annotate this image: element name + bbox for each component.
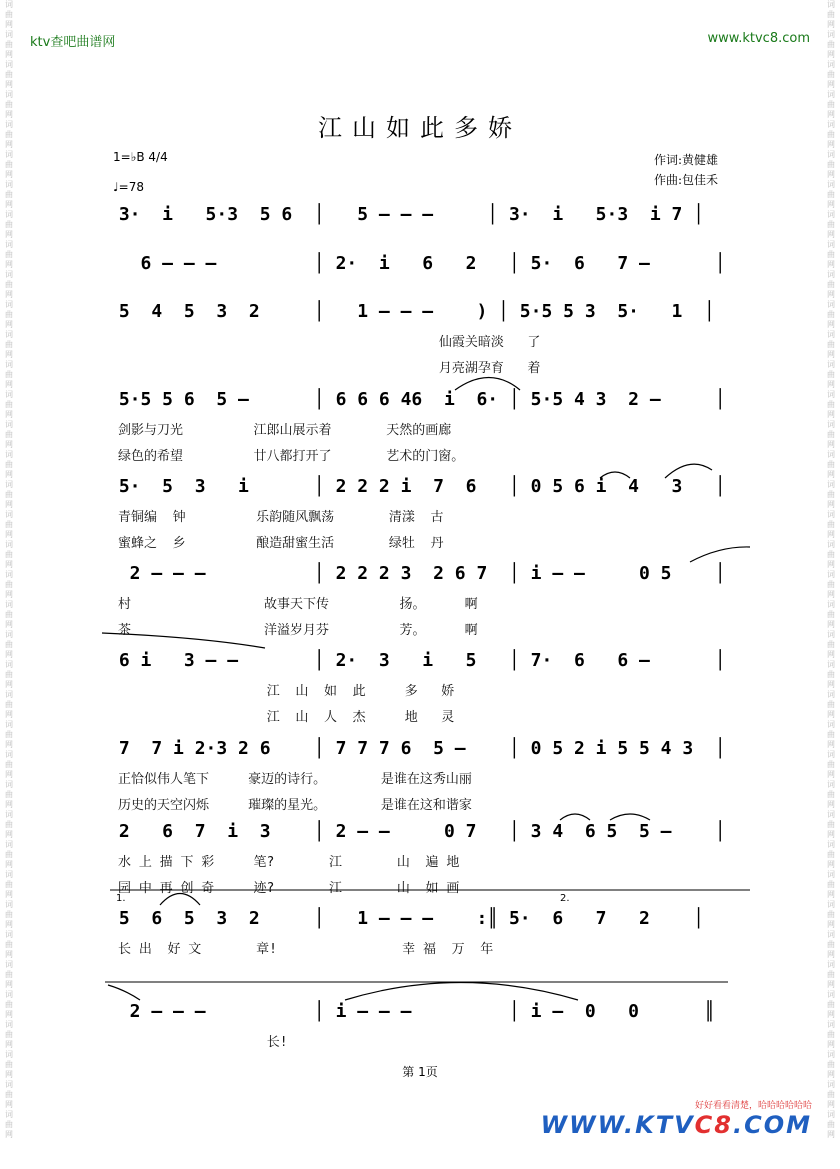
watermark-glyph: 词 xyxy=(827,630,835,639)
tempo-marking: ♩=78 xyxy=(113,180,144,194)
watermark-glyph: 网 xyxy=(5,260,13,269)
watermark-glyph: 曲 xyxy=(827,490,835,499)
watermark-glyph: 词 xyxy=(827,930,835,939)
watermark-glyph: 曲 xyxy=(827,250,835,259)
notation-row: 6 – – – │ 2· i 6 2 │ 5· 6 7 – │ xyxy=(108,253,726,274)
watermark-glyph: 词 xyxy=(5,720,13,729)
watermark-glyph: 曲 xyxy=(5,70,13,79)
watermark-glyph: 词 xyxy=(827,450,835,459)
watermark-glyph: 曲 xyxy=(827,1090,835,1099)
watermark-glyph: 词 xyxy=(5,180,13,189)
watermark-glyph: 曲 xyxy=(5,280,13,289)
watermark-glyph: 网 xyxy=(5,50,13,59)
watermark-glyph: 曲 xyxy=(5,970,13,979)
lyric-line: 正恰似伟人笔下 豪迈的诗行。 是谁在这秀山丽 xyxy=(118,772,472,787)
watermark-glyph: 词 xyxy=(827,780,835,789)
lyric-line: 剑影与刀光 江郎山展示着 天然的画廊 xyxy=(118,423,452,438)
watermark-glyph: 网 xyxy=(827,50,835,59)
watermark-glyph: 曲 xyxy=(5,670,13,679)
watermark-glyph: 曲 xyxy=(827,850,835,859)
watermark-glyph: 曲 xyxy=(5,1000,13,1009)
notation-row: 6 i 3 – – │ 2· 3 i 5 │ 7· 6 6 – │ xyxy=(108,650,726,671)
watermark-glyph: 网 xyxy=(827,950,835,959)
watermark-glyph: 曲 xyxy=(5,520,13,529)
watermark-glyph: 网 xyxy=(5,110,13,119)
watermark-glyph: 网 xyxy=(827,710,835,719)
watermark-glyph: 曲 xyxy=(827,1000,835,1009)
watermark-glyph: 曲 xyxy=(827,760,835,769)
watermark-glyph: 词 xyxy=(5,1020,13,1029)
lyric-line: 村 故事天下传 扬。 啊 xyxy=(118,597,478,612)
watermark-glyph: 曲 xyxy=(5,220,13,229)
watermark-glyph: 曲 xyxy=(827,370,835,379)
watermark-glyph: 词 xyxy=(827,210,835,219)
watermark-glyph: 曲 xyxy=(827,970,835,979)
watermark-glyph: 词 xyxy=(827,30,835,39)
watermark-glyph: 词 xyxy=(827,690,835,699)
watermark-glyph: 词 xyxy=(5,990,13,999)
watermark-glyph: 网 xyxy=(5,440,13,449)
watermark-glyph: 词 xyxy=(827,870,835,879)
watermark-glyph: 词 xyxy=(5,540,13,549)
lyric-line: 历史的天空闪烁 璀璨的星光。 是谁在这和谐家 xyxy=(118,798,472,813)
watermark-glyph: 曲 xyxy=(5,340,13,349)
watermark-glyph: 网 xyxy=(5,410,13,419)
watermark-glyph: 词 xyxy=(5,30,13,39)
watermark-glyph: 网 xyxy=(827,740,835,749)
watermark-glyph: 网 xyxy=(5,710,13,719)
watermark-glyph: 网 xyxy=(827,890,835,899)
watermark-glyph: 曲 xyxy=(5,910,13,919)
lyric-line: 水 上 描 下 彩 笔? 江 山 遍 地 xyxy=(118,855,460,870)
watermark-glyph: 网 xyxy=(5,980,13,989)
watermark-glyph: 词 xyxy=(5,660,13,669)
watermark-glyph: 曲 xyxy=(827,520,835,529)
watermark-glyph: 曲 xyxy=(5,460,13,469)
watermark-glyph: 词 xyxy=(5,390,13,399)
watermark-glyph: 曲 xyxy=(827,70,835,79)
watermark-glyph: 曲 xyxy=(827,610,835,619)
watermark-glyph: 曲 xyxy=(827,580,835,589)
watermark-glyph: 词 xyxy=(827,1020,835,1029)
watermark-glyph: 曲 xyxy=(827,460,835,469)
watermark-glyph: 网 xyxy=(5,620,13,629)
watermark-glyph: 词 xyxy=(827,360,835,369)
watermark-glyph: 词 xyxy=(827,0,835,9)
watermark-glyph: 词 xyxy=(5,960,13,969)
lyric-line: 江 山 人 杰 地 灵 xyxy=(118,710,455,725)
watermark-glyph: 曲 xyxy=(5,640,13,649)
lyric-line: 仙霞关暗淡 了 xyxy=(118,335,541,350)
watermark-glyph: 曲 xyxy=(827,1120,835,1129)
lyric-line: 长 出 好 文 章! 幸 福 万 年 xyxy=(118,942,494,957)
watermark-glyph: 网 xyxy=(827,560,835,569)
notation-row: 5 6 5 3 2 │ 1 – – – :║ 5· 6 7 2 │ xyxy=(108,908,705,929)
watermark-glyph: 网 xyxy=(827,1130,835,1139)
watermark-glyph: 曲 xyxy=(5,130,13,139)
watermark-glyph: 网 xyxy=(827,80,835,89)
watermark-glyph: 曲 xyxy=(827,10,835,19)
watermark-glyph: 网 xyxy=(827,170,835,179)
watermark-glyph: 词 xyxy=(827,480,835,489)
watermark-glyph: 曲 xyxy=(5,1030,13,1039)
watermark-glyph: 曲 xyxy=(827,400,835,409)
watermark-glyph: 词 xyxy=(827,990,835,999)
watermark-glyph: 网 xyxy=(5,1010,13,1019)
watermark-glyph: 网 xyxy=(5,380,13,389)
watermark-glyph: 曲 xyxy=(5,430,13,439)
watermark-glyph: 词 xyxy=(5,870,13,879)
page-number: 第 1页 xyxy=(402,1065,438,1079)
watermark-glyph: 曲 xyxy=(827,190,835,199)
logo-tagline: 好好看看清楚，哈哈哈哈哈哈 xyxy=(694,1101,812,1111)
watermark-glyph: 网 xyxy=(5,500,13,509)
watermark-glyph: 曲 xyxy=(5,10,13,19)
watermark-glyph: 曲 xyxy=(827,280,835,289)
watermark-glyph: 网 xyxy=(827,980,835,989)
lyric-line: 月亮湖孕育 着 xyxy=(118,361,541,376)
watermark-glyph: 曲 xyxy=(5,190,13,199)
watermark-glyph: 网 xyxy=(827,200,835,209)
watermark-glyph: 词 xyxy=(5,780,13,789)
watermark-glyph: 词 xyxy=(827,240,835,249)
watermark-glyph: 词 xyxy=(827,270,835,279)
site-name-left: ktv查吧曲谱网 xyxy=(30,35,116,50)
watermark-glyph: 词 xyxy=(827,1080,835,1089)
notation-row: 5·5 5 6 5 – │ 6 6 6 46 i 6· │ 5·5 4 3 2 – │ xyxy=(108,389,726,410)
watermark-glyph: 曲 xyxy=(5,1060,13,1069)
watermark-glyph: 词 xyxy=(827,90,835,99)
watermark-glyph: 网 xyxy=(827,1010,835,1019)
lyric-line: 蜜蜂之 乡 酿造甜蜜生活 绿牡 丹 xyxy=(118,536,444,551)
watermark-glyph: 词 xyxy=(5,900,13,909)
watermark-glyph: 曲 xyxy=(5,730,13,739)
watermark-glyph: 网 xyxy=(827,500,835,509)
watermark-glyph: 网 xyxy=(5,1040,13,1049)
watermark-glyph: 词 xyxy=(5,60,13,69)
watermark-glyph: 词 xyxy=(827,120,835,129)
watermark-glyph: 曲 xyxy=(5,550,13,559)
watermark-glyph: 词 xyxy=(5,690,13,699)
notation-row: 2 6 7 i 3 │ 2 – – 0 7 │ 3 4 6 5 5 – │ xyxy=(108,821,726,842)
watermark-glyph: 词 xyxy=(5,300,13,309)
notation-row: 2 – – – │ 2 2 2 3 2 6 7 │ i – – 0 5 │ xyxy=(108,563,726,584)
watermark-glyph: 曲 xyxy=(827,220,835,229)
lyric-line: 青铜编 钟 乐韵随风飘荡 清漾 古 xyxy=(118,510,444,525)
watermark-glyph: 曲 xyxy=(827,160,835,169)
watermark-glyph: 词 xyxy=(5,930,13,939)
watermark-glyph: 网 xyxy=(5,320,13,329)
watermark-glyph: 词 xyxy=(827,150,835,159)
watermark-glyph: 词 xyxy=(5,1050,13,1059)
watermark-glyph: 网 xyxy=(5,1070,13,1079)
watermark-glyph: 网 xyxy=(827,1070,835,1079)
watermark-glyph: 网 xyxy=(827,380,835,389)
notation-row: 5· 5 3 i │ 2 2 2 i 7 6 │ 0 5 6 i 4 3 │ xyxy=(108,476,726,497)
watermark-glyph: 词 xyxy=(5,210,13,219)
watermark-glyph: 网 xyxy=(5,860,13,869)
logo-text: WWW.KTVC8.COM xyxy=(540,1111,812,1139)
watermark-glyph: 网 xyxy=(827,530,835,539)
watermark-glyph: 曲 xyxy=(827,670,835,679)
watermark-glyph: 网 xyxy=(827,680,835,689)
watermark-glyph: 曲 xyxy=(827,940,835,949)
watermark-glyph: 曲 xyxy=(827,130,835,139)
lyric-line: 园 中 再 创 奇 迹? 江 山 如 画 xyxy=(118,881,460,896)
watermark-glyph: 曲 xyxy=(5,610,13,619)
watermark-glyph: 网 xyxy=(827,1100,835,1109)
watermark-glyph: 曲 xyxy=(5,580,13,589)
watermark-glyph: 词 xyxy=(5,1110,13,1119)
watermark-glyph: 曲 xyxy=(5,700,13,709)
watermark-glyph: 曲 xyxy=(827,730,835,739)
watermark-glyph: 网 xyxy=(5,650,13,659)
watermark-glyph: 网 xyxy=(5,680,13,689)
watermark-glyph: 网 xyxy=(827,320,835,329)
watermark-glyph: 词 xyxy=(5,90,13,99)
watermark-glyph: 网 xyxy=(827,410,835,419)
notation-row: 5 4 5 3 2 │ 1 – – – ) │ 5·5 5 3 5· 1 │ xyxy=(108,301,715,322)
watermark-glyph: 曲 xyxy=(827,550,835,559)
watermark-glyph: 网 xyxy=(5,560,13,569)
watermark-glyph: 词 xyxy=(5,150,13,159)
song-title: 江山如此多娇 xyxy=(318,114,522,142)
watermark-glyph: 曲 xyxy=(5,820,13,829)
watermark-glyph: 曲 xyxy=(5,1090,13,1099)
watermark-glyph: 词 xyxy=(827,510,835,519)
watermark-glyph: 网 xyxy=(5,20,13,29)
watermark-glyph: 词 xyxy=(5,570,13,579)
watermark-glyph: 曲 xyxy=(5,100,13,109)
composer-credit: 作曲:包佳禾 xyxy=(654,173,719,187)
watermark-glyph: 词 xyxy=(827,180,835,189)
watermark-glyph: 曲 xyxy=(5,370,13,379)
watermark-glyph: 词 xyxy=(827,540,835,549)
watermark-glyph: 词 xyxy=(827,1110,835,1119)
watermark-glyph: 曲 xyxy=(827,910,835,919)
watermark-glyph: 网 xyxy=(827,920,835,929)
watermark-glyph: 网 xyxy=(827,440,835,449)
watermark-glyph: 网 xyxy=(827,140,835,149)
watermark-glyph: 曲 xyxy=(5,400,13,409)
watermark-glyph: 词 xyxy=(827,600,835,609)
watermark-glyph: 词 xyxy=(827,810,835,819)
watermark-glyph: 词 xyxy=(827,840,835,849)
watermark-glyph: 词 xyxy=(827,1050,835,1059)
watermark-glyph: 词 xyxy=(5,360,13,369)
watermark-glyph: 网 xyxy=(827,620,835,629)
notation-row: 3· i 5·3 5 6 │ 5 – – – │ 3· i 5·3 i 7 │ xyxy=(108,204,705,225)
watermark-glyph: 网 xyxy=(827,590,835,599)
watermark-glyph: 词 xyxy=(827,570,835,579)
site-url-right: www.ktvc8.com xyxy=(707,31,810,46)
watermark-glyph: 曲 xyxy=(5,940,13,949)
watermark-glyph: 曲 xyxy=(827,100,835,109)
watermark-glyph: 曲 xyxy=(5,310,13,319)
watermark-glyph: 词 xyxy=(827,420,835,429)
watermark-glyph: 曲 xyxy=(5,250,13,259)
watermark-glyph: 词 xyxy=(5,840,13,849)
watermark-glyph: 词 xyxy=(827,660,835,669)
watermark-glyph: 词 xyxy=(5,750,13,759)
watermark-glyph: 网 xyxy=(5,800,13,809)
watermark-glyph: 词 xyxy=(5,510,13,519)
watermark-glyph: 曲 xyxy=(827,340,835,349)
watermark-glyph: 网 xyxy=(827,800,835,809)
watermark-glyph: 曲 xyxy=(827,430,835,439)
watermark-glyph: 词 xyxy=(5,630,13,639)
watermark-glyph: 网 xyxy=(5,950,13,959)
key-signature: 1=♭B 4/4 xyxy=(113,150,168,164)
lyric-line: 江 山 如 此 多 娇 xyxy=(118,684,455,699)
watermark-glyph: 词 xyxy=(5,330,13,339)
watermark-glyph: 词 xyxy=(5,270,13,279)
notation-row: 7 7 i 2·3 2 6 │ 7 7 7 6 5 – │ 0 5 2 i 5 5 4 3 │ xyxy=(108,738,726,759)
watermark-glyph: 曲 xyxy=(5,850,13,859)
watermark-glyph: 曲 xyxy=(5,490,13,499)
watermark-glyph: 词 xyxy=(827,60,835,69)
watermark-glyph: 曲 xyxy=(827,1030,835,1039)
watermark-glyph: 网 xyxy=(827,230,835,239)
watermark-glyph: 词 xyxy=(5,450,13,459)
site-logo xyxy=(541,1098,812,1139)
watermark-glyph: 词 xyxy=(5,810,13,819)
watermark-glyph: 网 xyxy=(5,230,13,239)
watermark-glyph: 网 xyxy=(5,200,13,209)
watermark-glyph: 网 xyxy=(827,20,835,29)
watermark-glyph: 网 xyxy=(5,590,13,599)
watermark-glyph: 词 xyxy=(5,120,13,129)
watermark-glyph: 网 xyxy=(5,170,13,179)
watermark-glyph: 网 xyxy=(5,290,13,299)
watermark-glyph: 网 xyxy=(5,740,13,749)
watermark-glyph: 词 xyxy=(5,480,13,489)
watermark-glyph: 曲 xyxy=(827,790,835,799)
watermark-glyph: 词 xyxy=(827,750,835,759)
watermark-glyph: 网 xyxy=(5,80,13,89)
watermark-glyph: 词 xyxy=(827,960,835,969)
lyricist-credit: 作词:黄健雄 xyxy=(654,153,719,167)
watermark-glyph: 网 xyxy=(5,470,13,479)
watermark-glyph: 曲 xyxy=(827,1060,835,1069)
watermark-glyph: 词 xyxy=(5,1080,13,1089)
watermark-glyph: 曲 xyxy=(5,160,13,169)
watermark-glyph: 词 xyxy=(827,720,835,729)
watermark-glyph: 网 xyxy=(827,290,835,299)
watermark-glyph: 网 xyxy=(827,770,835,779)
watermark-glyph: 词 xyxy=(827,390,835,399)
watermark-glyph: 曲 xyxy=(827,880,835,889)
watermark-glyph: 曲 xyxy=(827,700,835,709)
watermark-glyph: 网 xyxy=(5,830,13,839)
watermark-glyph: 曲 xyxy=(5,40,13,49)
watermark-glyph: 词 xyxy=(5,240,13,249)
watermark-glyph: 网 xyxy=(5,1130,13,1139)
watermark-glyph: 曲 xyxy=(5,790,13,799)
watermark-glyph: 词 xyxy=(827,300,835,309)
watermark-glyph: 网 xyxy=(5,770,13,779)
watermark-glyph: 词 xyxy=(5,420,13,429)
watermark-glyph: 曲 xyxy=(5,760,13,769)
watermark-glyph: 网 xyxy=(5,920,13,929)
lyric-line: 绿色的希望 廿八都打开了 艺术的门窗。 xyxy=(118,449,465,464)
watermark-glyph: 网 xyxy=(5,1100,13,1109)
watermark-glyph: 网 xyxy=(827,830,835,839)
volta-first: 1. xyxy=(116,893,126,904)
watermark-glyph: 曲 xyxy=(5,880,13,889)
watermark-glyph: 网 xyxy=(5,140,13,149)
notation-row: 2 – – – │ i – – – │ i – 0 0 ║ xyxy=(108,1001,715,1022)
watermark-glyph: 网 xyxy=(827,350,835,359)
watermark-glyph: 网 xyxy=(827,470,835,479)
watermark-glyph: 曲 xyxy=(827,820,835,829)
watermark-glyph: 网 xyxy=(827,1040,835,1049)
watermark-glyph: 网 xyxy=(827,260,835,269)
volta-second: 2. xyxy=(560,893,570,904)
watermark-glyph: 曲 xyxy=(827,310,835,319)
watermark-glyph: 词 xyxy=(827,330,835,339)
watermark-glyph: 网 xyxy=(5,350,13,359)
watermark-glyph: 曲 xyxy=(5,1120,13,1129)
watermark-glyph: 网 xyxy=(827,110,835,119)
watermark-glyph: 词 xyxy=(5,0,13,9)
lyric-line: 茶 洋溢岁月芬 芳。 啊 xyxy=(118,623,478,638)
watermark-glyph: 网 xyxy=(827,650,835,659)
watermark-glyph: 网 xyxy=(5,890,13,899)
watermark-glyph: 词 xyxy=(5,600,13,609)
lyric-line: 长! xyxy=(118,1035,288,1050)
watermark-glyph: 网 xyxy=(827,860,835,869)
watermark-glyph: 网 xyxy=(5,530,13,539)
watermark-glyph: 词 xyxy=(827,900,835,909)
watermark-glyph: 曲 xyxy=(827,640,835,649)
watermark-glyph: 曲 xyxy=(827,40,835,49)
